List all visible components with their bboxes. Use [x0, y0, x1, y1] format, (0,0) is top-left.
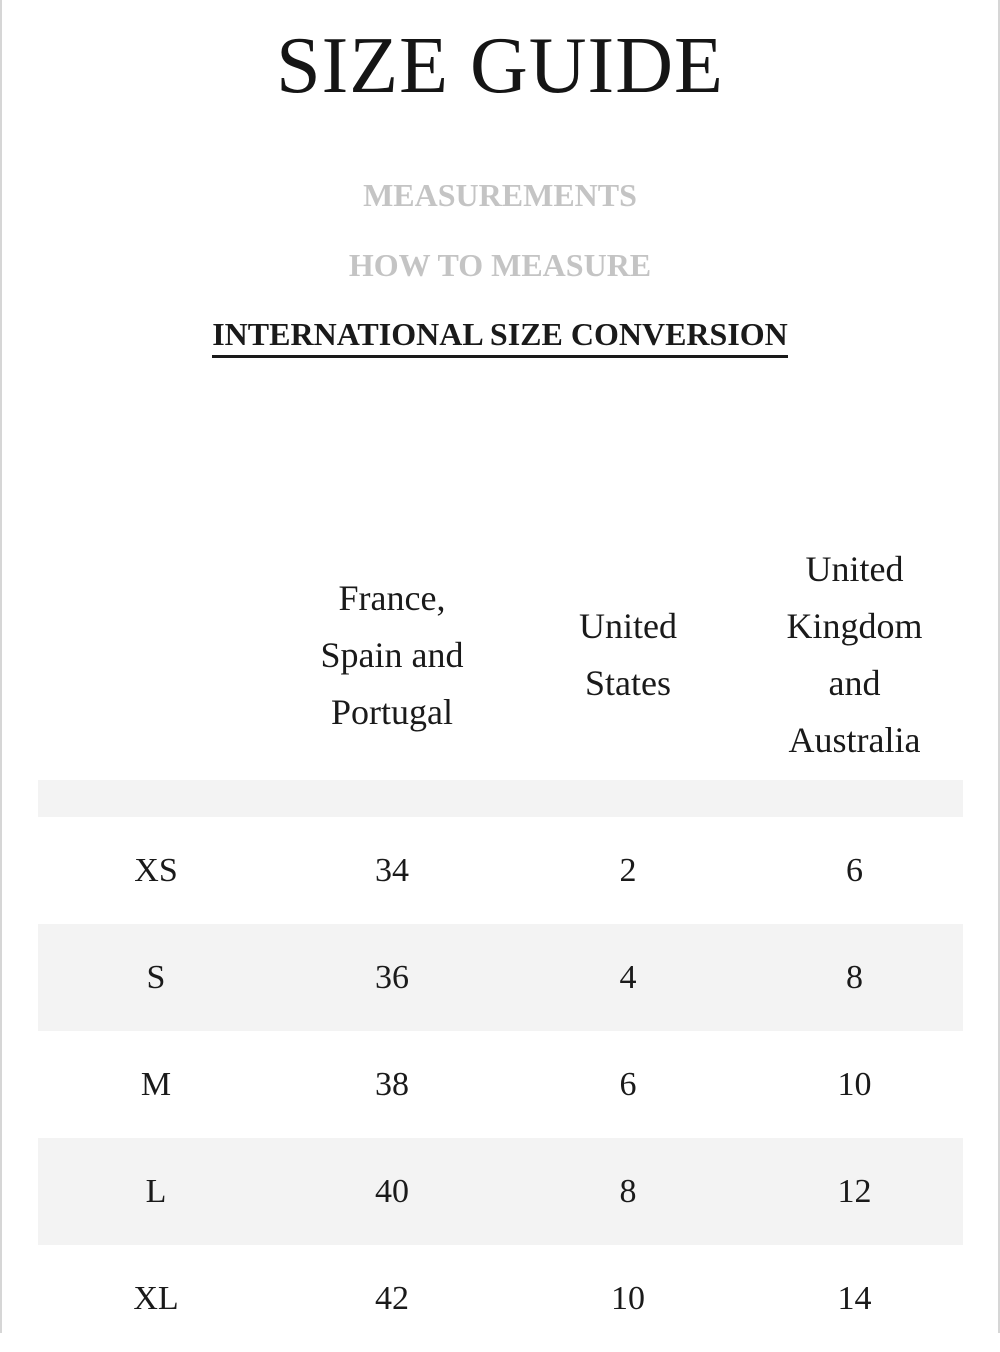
cell-uk-au: 12 [837, 1172, 872, 1210]
cell-eu: 40 [375, 1172, 409, 1210]
table-row [38, 1031, 963, 1138]
header-line: United [805, 549, 904, 589]
tab-international-size-conversion[interactable] [0, 314, 1000, 358]
header-united-states [510, 530, 746, 780]
header-line: France, [338, 577, 446, 618]
header-line: Kingdom [786, 606, 923, 646]
tab-international-label: INTERNATIONAL SIZE CONVERSION [212, 315, 788, 358]
cell-size: XS [134, 851, 178, 889]
table-row [38, 1245, 963, 1352]
cell-eu: 36 [375, 958, 409, 996]
header-france-spain-portugal [274, 530, 510, 780]
table-row [38, 817, 963, 924]
table-row [38, 924, 963, 1031]
header-divider-row [38, 780, 963, 817]
cell-size: M [140, 1065, 172, 1103]
cell-size: XL [133, 1279, 179, 1317]
cell-size: S [146, 958, 166, 996]
cell-uk-au: 10 [837, 1065, 872, 1103]
cell-us: 8 [619, 1172, 637, 1210]
cell-us: 4 [619, 958, 637, 996]
cell-uk-au: 8 [846, 958, 863, 996]
header-line: United [579, 606, 677, 646]
cell-uk-au: 14 [837, 1279, 872, 1317]
cell-us: 2 [619, 851, 637, 889]
header-line: Spain and [320, 634, 464, 675]
table-row [38, 1138, 963, 1245]
cell-eu: 38 [375, 1065, 409, 1103]
header-line: and [828, 663, 881, 703]
header-size [38, 530, 274, 780]
cell-uk-au: 6 [846, 851, 863, 889]
cell-size: L [145, 1172, 167, 1210]
page-title: SIZE GUIDE [276, 22, 724, 110]
cell-eu: 34 [375, 851, 409, 889]
table-header [38, 530, 963, 780]
cell-us: 6 [619, 1065, 637, 1103]
tab-how-to-measure[interactable]: HOW TO MEASURE [348, 247, 652, 283]
size-conversion-table [38, 530, 963, 1352]
tab-measurements[interactable]: MEASUREMENTS [363, 177, 637, 213]
header-line: Australia [788, 720, 921, 760]
header-line: States [584, 663, 671, 703]
cell-eu: 42 [375, 1279, 409, 1317]
cell-us: 10 [611, 1279, 645, 1317]
header-line: Portugal [330, 691, 453, 732]
header-uk-australia [746, 530, 963, 780]
